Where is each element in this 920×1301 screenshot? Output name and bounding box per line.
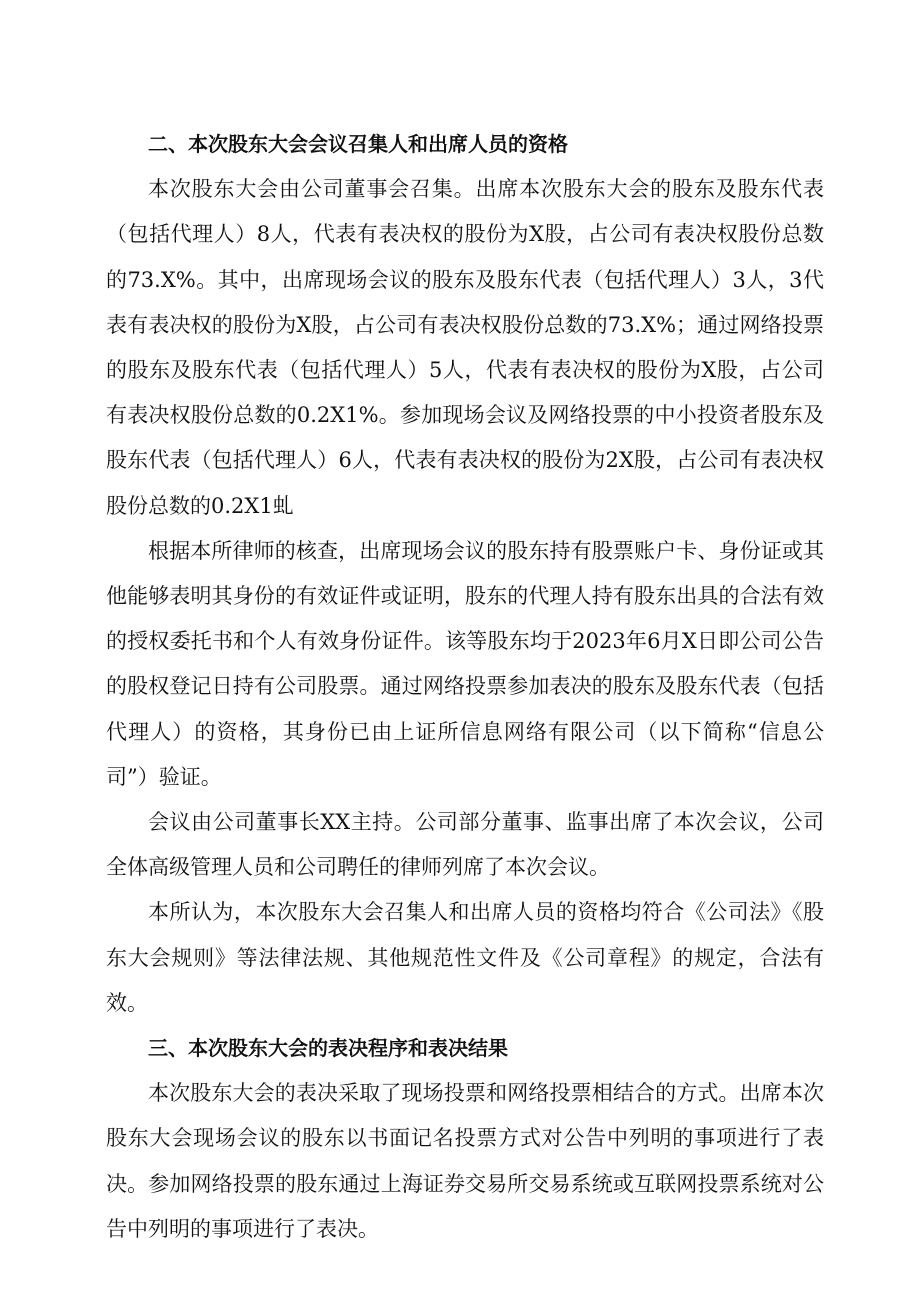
section-three xyxy=(106,1026,824,1252)
paragraph-conclusion: 本所认为，本次股东大会召集人和出席人员的资格均符合《公司法》《股东大会规则》等法律法规、其他规范性文件及《公司章程》的规定，合法有效。 xyxy=(106,900,824,1015)
paragraph-verification: 根据本所律师的核查，出席现场会议的股东持有股票账户卡、身份证或其他能够表明其身份的有效证件或证明，股东的代理人持有股东出具的合法有效的授权委托书和个人有效身份证件。该等股东均于2023年6月X日即公司公告的股权登记日持有公司股票。通过网络投票参加表决的股东及股东代表（包括代理人）的资格，其身份已由上证所信息网络有限公司（以下简称“信息公司”）验证。 xyxy=(106,538,824,789)
section-two-heading: 二、本次股东大会会议召集人和出席人员的资格 xyxy=(148,132,568,156)
section-three-heading: 三、本次股东大会的表决程序和表决结果 xyxy=(148,1036,508,1061)
paragraph-voting-method: 本次股东大会的表决采取了现场投票和网络投票相结合的方式。出席本次股东大会现场会议的股东以书面记名投票方式对公告中列明的事项进行了表决。参加网络投票的股东通过上海证券交易所交易系统或互联网投票系统对公告中列明的事项进行了表决。 xyxy=(106,1081,824,1241)
section-two xyxy=(106,122,824,1026)
document-body xyxy=(106,122,824,1252)
paragraph-attendance: 本次股东大会由公司董事会召集。出席本次股东大会的股东及股东代表（包括代理人）8人，代表有表决权的股份为X股，占公司有表决权股份总数的73.X%。其中，出席现场会议的股东及股东代表（包括代理人）3人，3代表有表决权的股份为X股，占公司有表决权股份总数的73.X%；通过网络投票的股东及股东代表（包括代理人）5人，代表有表决权的股份为X股，占公司有表决权股份总数的0.2X1%。参加现场会议及网络投票的中小投资者股东及股东代表（包括代理人）6人，代表有表决权的股份为2X股，占公司有表决权股份总数的0.2X1虬 xyxy=(106,177,824,518)
paragraph-chair: 会议由公司董事长XX主持。公司部分董事、监事出席了本次会议，公司全体高级管理人员和公司聘任的律师列席了本次会议。 xyxy=(106,810,824,880)
